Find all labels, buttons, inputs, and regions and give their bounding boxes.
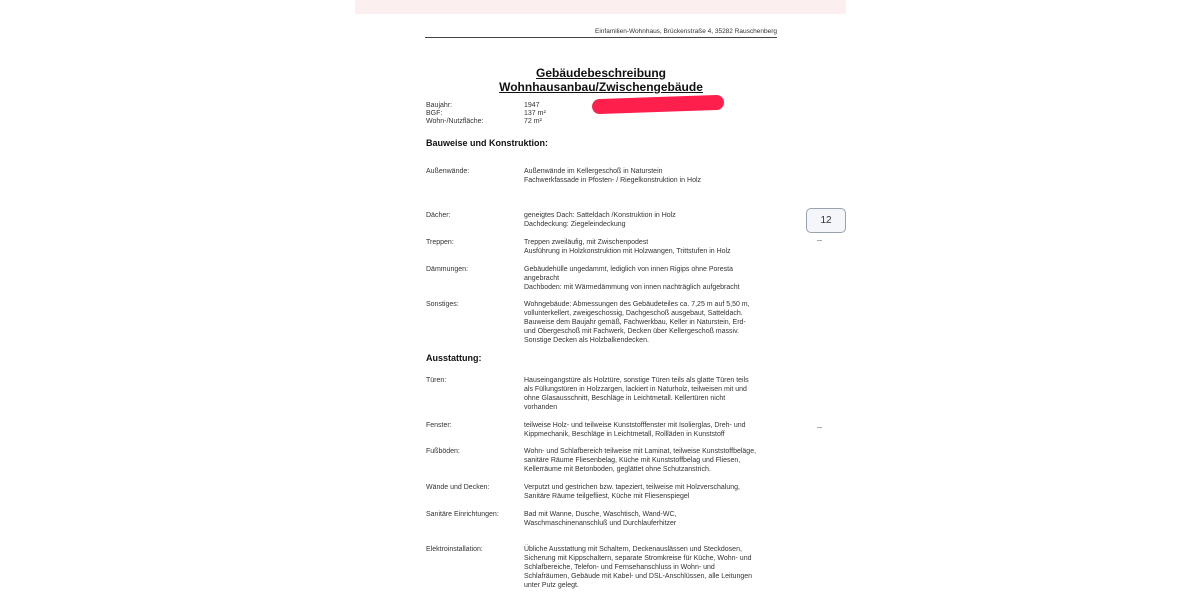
row-line: teilweise Holz- und teilweise Kunststofffenster mit Isolierglas, Dreh- und <box>524 422 746 429</box>
header-rule <box>425 37 777 38</box>
title-line-2: Wohnhausanbau/Zwischengebäude <box>499 80 703 94</box>
row-label-daemmungen: Dämmungen: <box>426 266 469 273</box>
row-line: Verputzt und gestrichen bzw. tapeziert, teilweise mit Holzverschalung, <box>524 484 740 491</box>
row-text-waende-decken <box>524 483 780 501</box>
row-text-sanitaer <box>524 510 780 528</box>
fact-value-baujahr: 1947 <box>524 102 540 109</box>
row-line: Wohngebäude: Abmessungen des Gebäudeteiles ca. 7,25 m auf 5,50 m, <box>524 301 750 308</box>
row-line: Waschmaschinenanschluß und Durchlauferhitzer <box>524 520 677 527</box>
row-line: Hauseingangstüre als Holztüre, sonstige Türen teils als glatte Türen teils <box>524 377 749 384</box>
fact-label-baujahr: Baujahr: <box>426 102 453 109</box>
row-line: geneigtes Dach: Satteldach /Konstruktion in Holz <box>524 212 676 219</box>
row-label-fussboeden: Fußböden: <box>426 448 460 455</box>
section-heading-equipment: Ausstattung: <box>426 353 482 363</box>
fact-label-bgf: BGF: <box>426 110 443 117</box>
row-line: Wohn- und Schlafbereich teilweise mit Laminat, teilweise Kunststoffbeläge, <box>524 448 757 455</box>
row-label-elektro: Elektroinstallation: <box>426 546 483 553</box>
row-line: Fachwerkfassade in Pfosten- / Riegelkonstruktion in Holz <box>524 177 702 184</box>
row-label-treppen: Treppen: <box>426 239 454 246</box>
fact-value-bgf: 137 m² <box>524 110 546 117</box>
row-text-fussboeden <box>524 447 780 474</box>
row-line: unter Putz gelegt. <box>524 582 579 589</box>
row-line: Sicherung mit Kippschaltern, separate Stromkreise für Küche, Wohn- und <box>524 555 752 562</box>
scan-speck <box>817 240 822 241</box>
row-label-sanitaer: Sanitäre Einrichtungen: <box>426 511 499 518</box>
row-text-elektro <box>524 545 780 590</box>
row-text-sonstiges <box>524 300 780 345</box>
row-line: Dachboden: mit Wärmedämmung von innen nachträglich aufgebracht <box>524 284 740 291</box>
row-text-aussenwaende <box>524 167 780 185</box>
row-line: sanitäre Räume Fliesenbelag, Küche mit Kunststoffbelag und Fliesen, <box>524 457 741 464</box>
row-line: vorhanden <box>524 404 558 411</box>
section-heading-construction: Bauweise und Konstruktion: <box>426 138 549 148</box>
row-text-daemmungen <box>524 265 780 292</box>
row-line: als Füllungstüren in Holzzargen, lackiert in Naturholz, teilweisen mit und <box>524 386 747 393</box>
row-line: Schlafbereiche, Telefon- und Fernsehanschluss in Wohn- und <box>524 564 715 571</box>
row-line: ohne Glasausschnitt, Beschläge in Leichtmetall. Kellertüren nicht <box>524 395 726 402</box>
row-label-aussenwaende: Außenwände: <box>426 168 470 175</box>
row-text-tueren <box>524 376 780 412</box>
row-line: Kippmechanik, Beschläge in Leichtmetall, Rollläden in Kunststoff <box>524 431 725 438</box>
title-line-1: Gebäudebeschreibung <box>535 66 667 80</box>
row-line: Schlafräumen, Gebäude mit Kabel- und DSL-Anschlüssen, alle Leitungen <box>524 573 753 580</box>
top-bar <box>355 0 846 14</box>
page-number-badge[interactable]: 12 <box>806 208 846 233</box>
document-subtitle <box>425 80 777 94</box>
row-line: und Obergeschoß mit Fachwerk, Decken über Kellergeschoß massiv. <box>524 328 740 335</box>
scan-speck <box>817 427 822 428</box>
row-label-sonstiges: Sonstiges: <box>426 301 459 308</box>
row-line: Ausführung in Holzkonstruktion mit Holzwangen, Trittstufen in Holz <box>524 248 731 255</box>
row-line: angebracht <box>524 275 560 282</box>
row-line: Bad mit Wanne, Dusche, Waschtisch, Wand-WC, <box>524 511 677 518</box>
row-line: Bauweise dem Baujahr gemäß, Fachwerkbau, Keller in Naturstein, Erd- <box>524 319 746 326</box>
row-line: vollunterkellert, zweigeschossig, Dachgeschoß ausgebaut, Satteldach. <box>524 310 743 317</box>
row-text-fenster <box>524 421 780 439</box>
row-label-daecher: Dächer: <box>426 212 451 219</box>
row-line: Kellerräume mit Betonboden, geglättet ohne Schutzanstrich. <box>524 466 711 473</box>
row-line: Außenwände im Kellergeschoß in Naturstein <box>524 168 663 175</box>
row-line: Sonstige Decken als Holzbalkendecken. <box>524 337 649 344</box>
row-line: Übliche Ausstattung mit Schaltern, Deckenauslässen und Steckdosen, <box>524 546 742 553</box>
row-text-treppen <box>524 238 780 256</box>
fact-label-nutzflaeche: Wohn-/Nutzfläche: <box>426 118 484 125</box>
document-header-address: Einfamilien-Wohnhaus, Brückenstraße 4, 35282 Rauschenberg <box>595 28 777 35</box>
row-label-fenster: Fenster: <box>426 422 452 429</box>
row-text-daecher <box>524 211 780 229</box>
document-title <box>425 66 777 80</box>
row-label-waende-decken: Wände und Decken: <box>426 484 490 491</box>
row-line: Treppen zweiläufig, mit Zwischenpodest <box>524 239 649 246</box>
row-label-tueren: Türen: <box>426 377 447 384</box>
row-line: Gebäudehülle ungedammt, lediglich von innen Rigips ohne Poresta <box>524 266 733 273</box>
row-line: Sanitäre Räume teilgefliest, Küche mit Fliesenspiegel <box>524 493 690 500</box>
fact-value-nutzflaeche: 72 m² <box>524 118 542 125</box>
row-line: Dachdeckung: Ziegeleindeckung <box>524 221 626 228</box>
